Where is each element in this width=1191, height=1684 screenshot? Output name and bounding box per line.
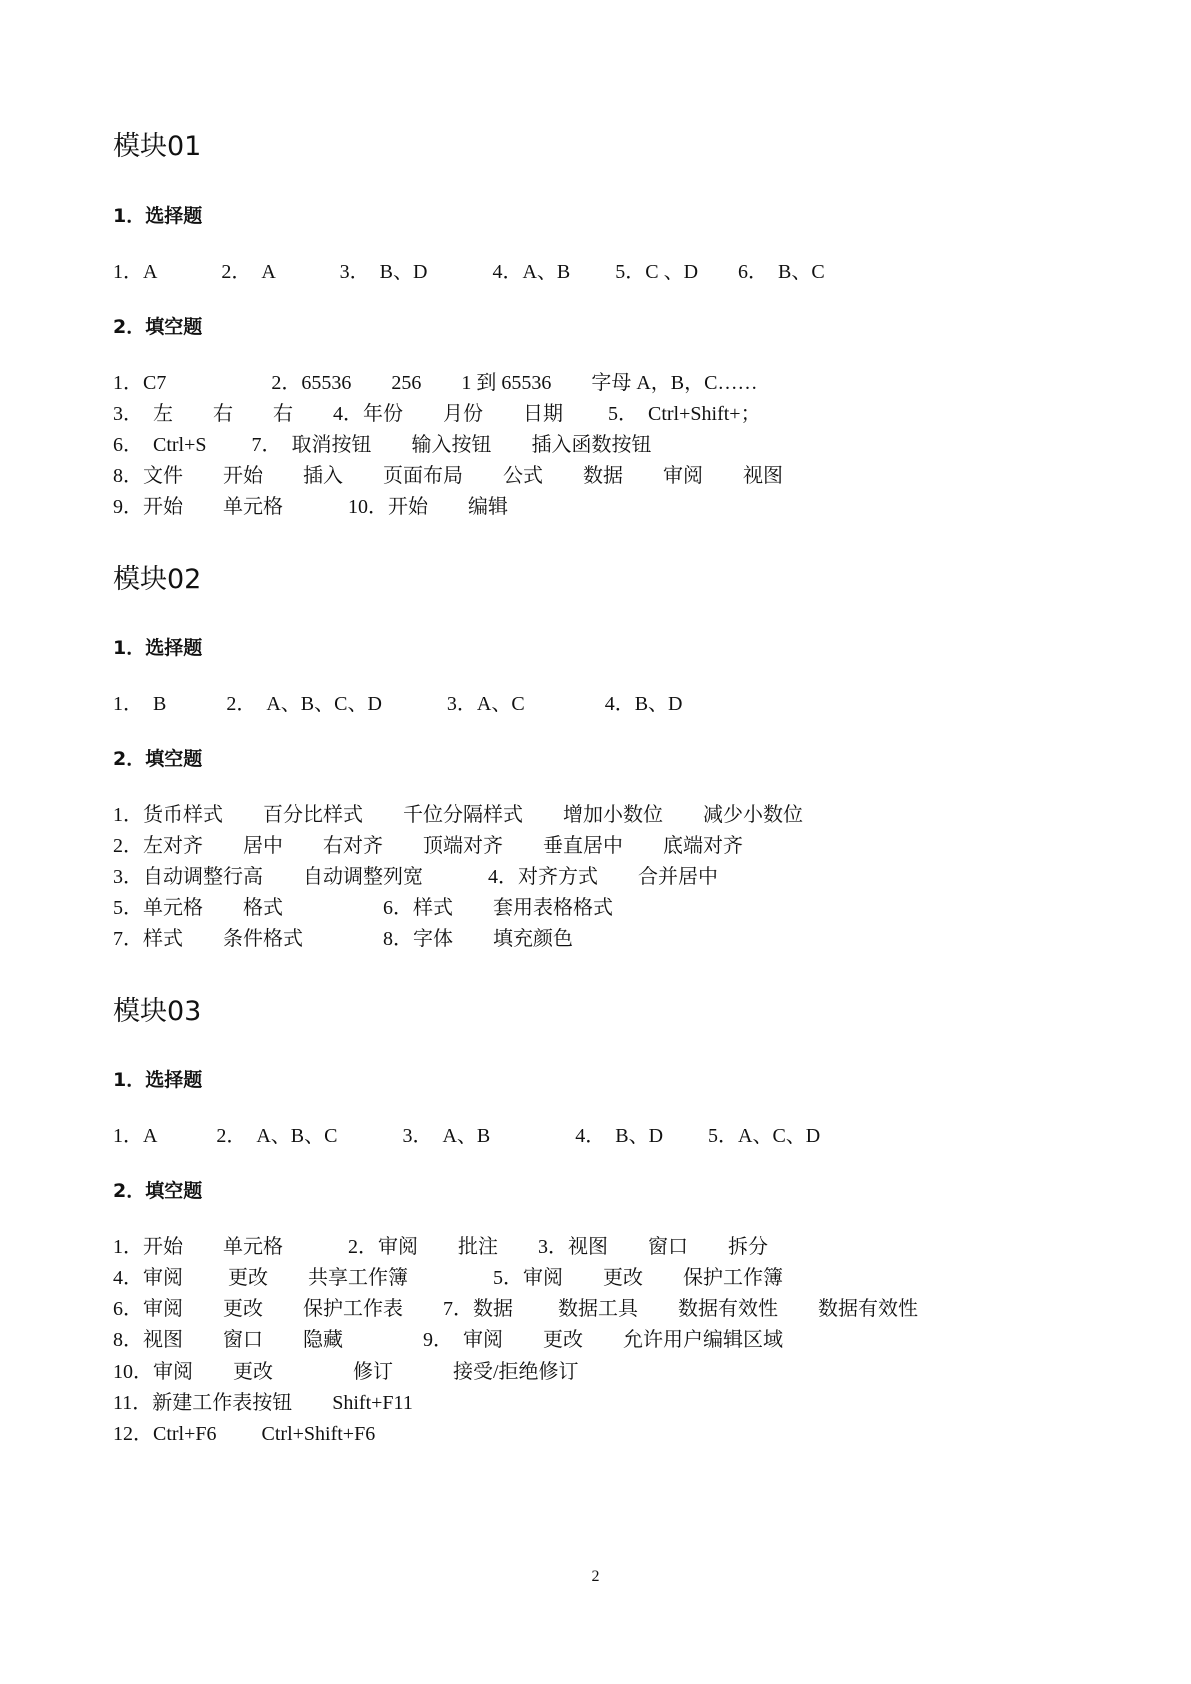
module-01-fill-line: 6． Ctrl+S 7． 取消按钮 输入按钮 插入函数按钮: [113, 434, 652, 456]
module-03-choice-heading: 1．选择题: [113, 1069, 203, 1091]
module-02-fill-line: 3．自动调整行高 自动调整列宽 4．对齐方式 合并居中: [113, 866, 718, 888]
module-02-title: 模块02: [113, 564, 202, 595]
module-02-fill-line: 5．单元格 格式 6．样式 套用表格格式: [113, 897, 613, 919]
module-03-fill-line: 10．审阅 更改 修订 接受/拒绝修订: [113, 1361, 579, 1383]
module-03-choice-answers: 1．A 2． A、B、C 3． A、B 4． B、D 5．A、C、D: [113, 1125, 821, 1147]
module-01-choice-answers: 1．A 2． A 3． B、D 4．A、B 5．C 、D 6． B、C: [113, 261, 825, 283]
module-03-fill-heading: 2．填空题: [113, 1180, 203, 1202]
module-01-fill-heading: 2．填空题: [113, 316, 203, 338]
module-03-fill-line: 6．审阅 更改 保护工作表 7．数据 数据工具 数据有效性 数据有效性: [113, 1298, 918, 1320]
module-02-fill-line: 2．左对齐 居中 右对齐 顶端对齐 垂直居中 底端对齐: [113, 835, 743, 857]
module-02-choice-answers: 1． B 2． A、B、C、D 3．A、C 4．B、D: [113, 693, 683, 715]
module-01-choice-heading: 1．选择题: [113, 205, 203, 227]
module-03-fill-line: 4．审阅 更改 共享工作簿 5．审阅 更改 保护工作簿: [113, 1267, 783, 1289]
module-03-title: 模块03: [113, 996, 202, 1027]
module-03-fill-line: 12．Ctrl+F6 Ctrl+Shift+F6: [113, 1423, 376, 1445]
module-01-fill-line: 3． 左 右 右 4．年份 月份 日期 5． Ctrl+Shift+；: [113, 403, 761, 425]
module-01-fill-line: 8．文件 开始 插入 页面布局 公式 数据 审阅 视图: [113, 465, 783, 487]
module-02-fill-line: 7．样式 条件格式 8．字体 填充颜色: [113, 928, 573, 950]
module-03-fill-line: 11．新建工作表按钮 Shift+F11: [113, 1392, 413, 1414]
module-01-title: 模块01: [113, 131, 202, 162]
module-02-fill-heading: 2．填空题: [113, 748, 203, 770]
module-03-fill-line: 1．开始 单元格 2．审阅 批注 3．视图 窗口 拆分: [113, 1236, 768, 1258]
module-02-choice-heading: 1．选择题: [113, 637, 203, 659]
module-03-fill-line: 8．视图 窗口 隐藏 9． 审阅 更改 允许用户编辑区域: [113, 1329, 783, 1351]
module-02-fill-line: 1．货币样式 百分比样式 千位分隔样式 增加小数位 减少小数位: [113, 804, 803, 826]
module-01-fill-line: 9．开始 单元格 10．开始 编辑: [113, 496, 508, 518]
module-01-fill-line: 1．C7 2．65536 256 1 到 65536 字母 A，B，C……: [113, 372, 758, 394]
page-number: 2: [591, 1568, 600, 1585]
